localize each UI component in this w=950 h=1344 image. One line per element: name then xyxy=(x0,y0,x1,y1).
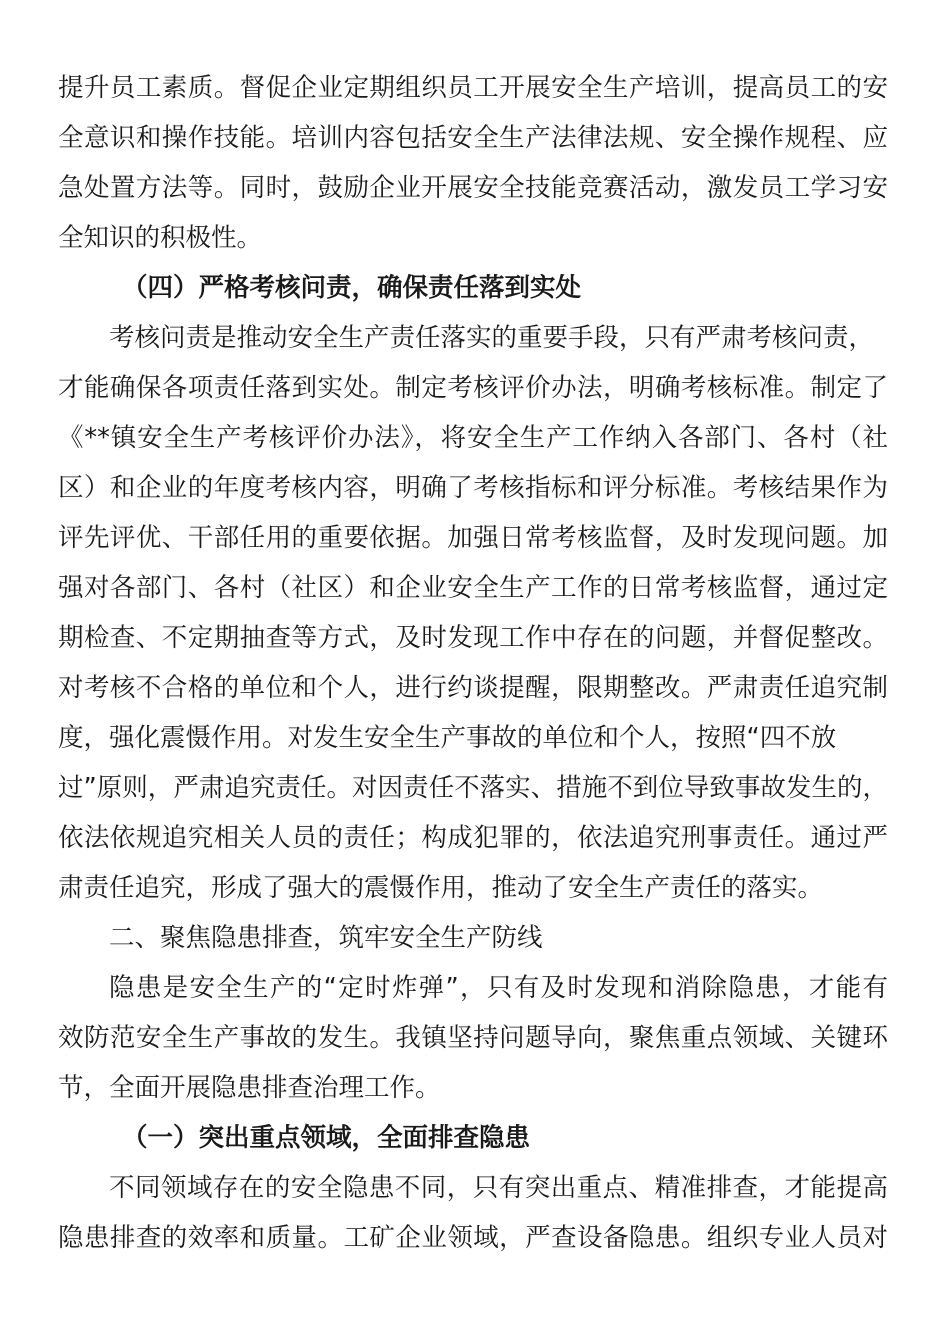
body-text-line: 过”原则，严肃追究责任。对因责任不落实、措施不到位导致事故发生的， xyxy=(58,773,888,803)
body-text-line: 区）和企业的年度考核内容，明确了考核指标和评分标准。考核结果作为 xyxy=(58,473,888,503)
body-text-line: 度，强化震慑作用。对发生安全生产事故的单位和个人，按照“四不放 xyxy=(58,723,837,753)
chapter-heading-2: 二、聚焦隐患排查，筑牢安全生产防线 xyxy=(109,923,543,953)
body-text-line: 对考核不合格的单位和个人，进行约谈提醒，限期整改。严肃责任追究制 xyxy=(58,673,888,703)
body-text-line: 强对各部门、各村（社区）和企业安全生产工作的日常考核监督，通过定 xyxy=(58,573,888,603)
body-text-line: 隐患排查的效率和质量。工矿企业领域，严查设备隐患。组织专业人员对 xyxy=(58,1223,888,1253)
body-text-line: 依法依规追究相关人员的责任；构成犯罪的，依法追究刑事责任。通过严 xyxy=(58,823,888,853)
section-heading-1: （一）突出重点领域，全面排查隐患 xyxy=(122,1123,531,1153)
body-text-line: 评先评优、干部任用的重要依据。加强日常考核监督，及时发现问题。加 xyxy=(58,523,888,553)
body-text-line: 肃责任追究，形成了强大的震慑作用，推动了安全生产责任的落实。 xyxy=(58,873,824,903)
body-text-line: 才能确保各项责任落到实处。制定考核评价办法，明确考核标准。制定了 xyxy=(58,373,888,403)
body-text-line: 效防范安全生产事故的发生。我镇坚持问题导向，聚焦重点领域、关键环 xyxy=(58,1023,888,1053)
body-text-line: 节，全面开展隐患排查治理工作。 xyxy=(58,1073,441,1103)
body-text-line: 提升员工素质。督促企业定期组织员工开展安全生产培训，提高员工的安 xyxy=(58,73,888,103)
body-text-line: 期检查、不定期抽查等方式，及时发现工作中存在的问题，并督促整改。 xyxy=(58,623,888,653)
body-text-line: 急处置方法等。同时，鼓励企业开展安全技能竞赛活动，激发员工学习安 xyxy=(58,173,888,203)
body-text-line: 全知识的积极性。 xyxy=(58,223,263,253)
paragraph-first-line: 隐患是安全生产的“定时炸弹”，只有及时发现和消除隐患，才能有 xyxy=(109,973,888,1003)
paragraph-first-line: 不同领域存在的安全隐患不同，只有突出重点、精准排查，才能提高 xyxy=(109,1173,888,1203)
section-heading-4: （四）严格考核问责，确保责任落到实处 xyxy=(122,273,582,303)
body-text-line: 《**镇安全生产考核评价办法》，将安全生产工作纳入各部门、各村（社 xyxy=(58,423,888,453)
paragraph-first-line: 考核问责是推动安全生产责任落实的重要手段，只有严肃考核问责， xyxy=(109,323,875,353)
document-page xyxy=(58,63,888,1263)
body-text-line: 全意识和操作技能。培训内容包括安全生产法律法规、安全操作规程、应 xyxy=(58,123,888,153)
